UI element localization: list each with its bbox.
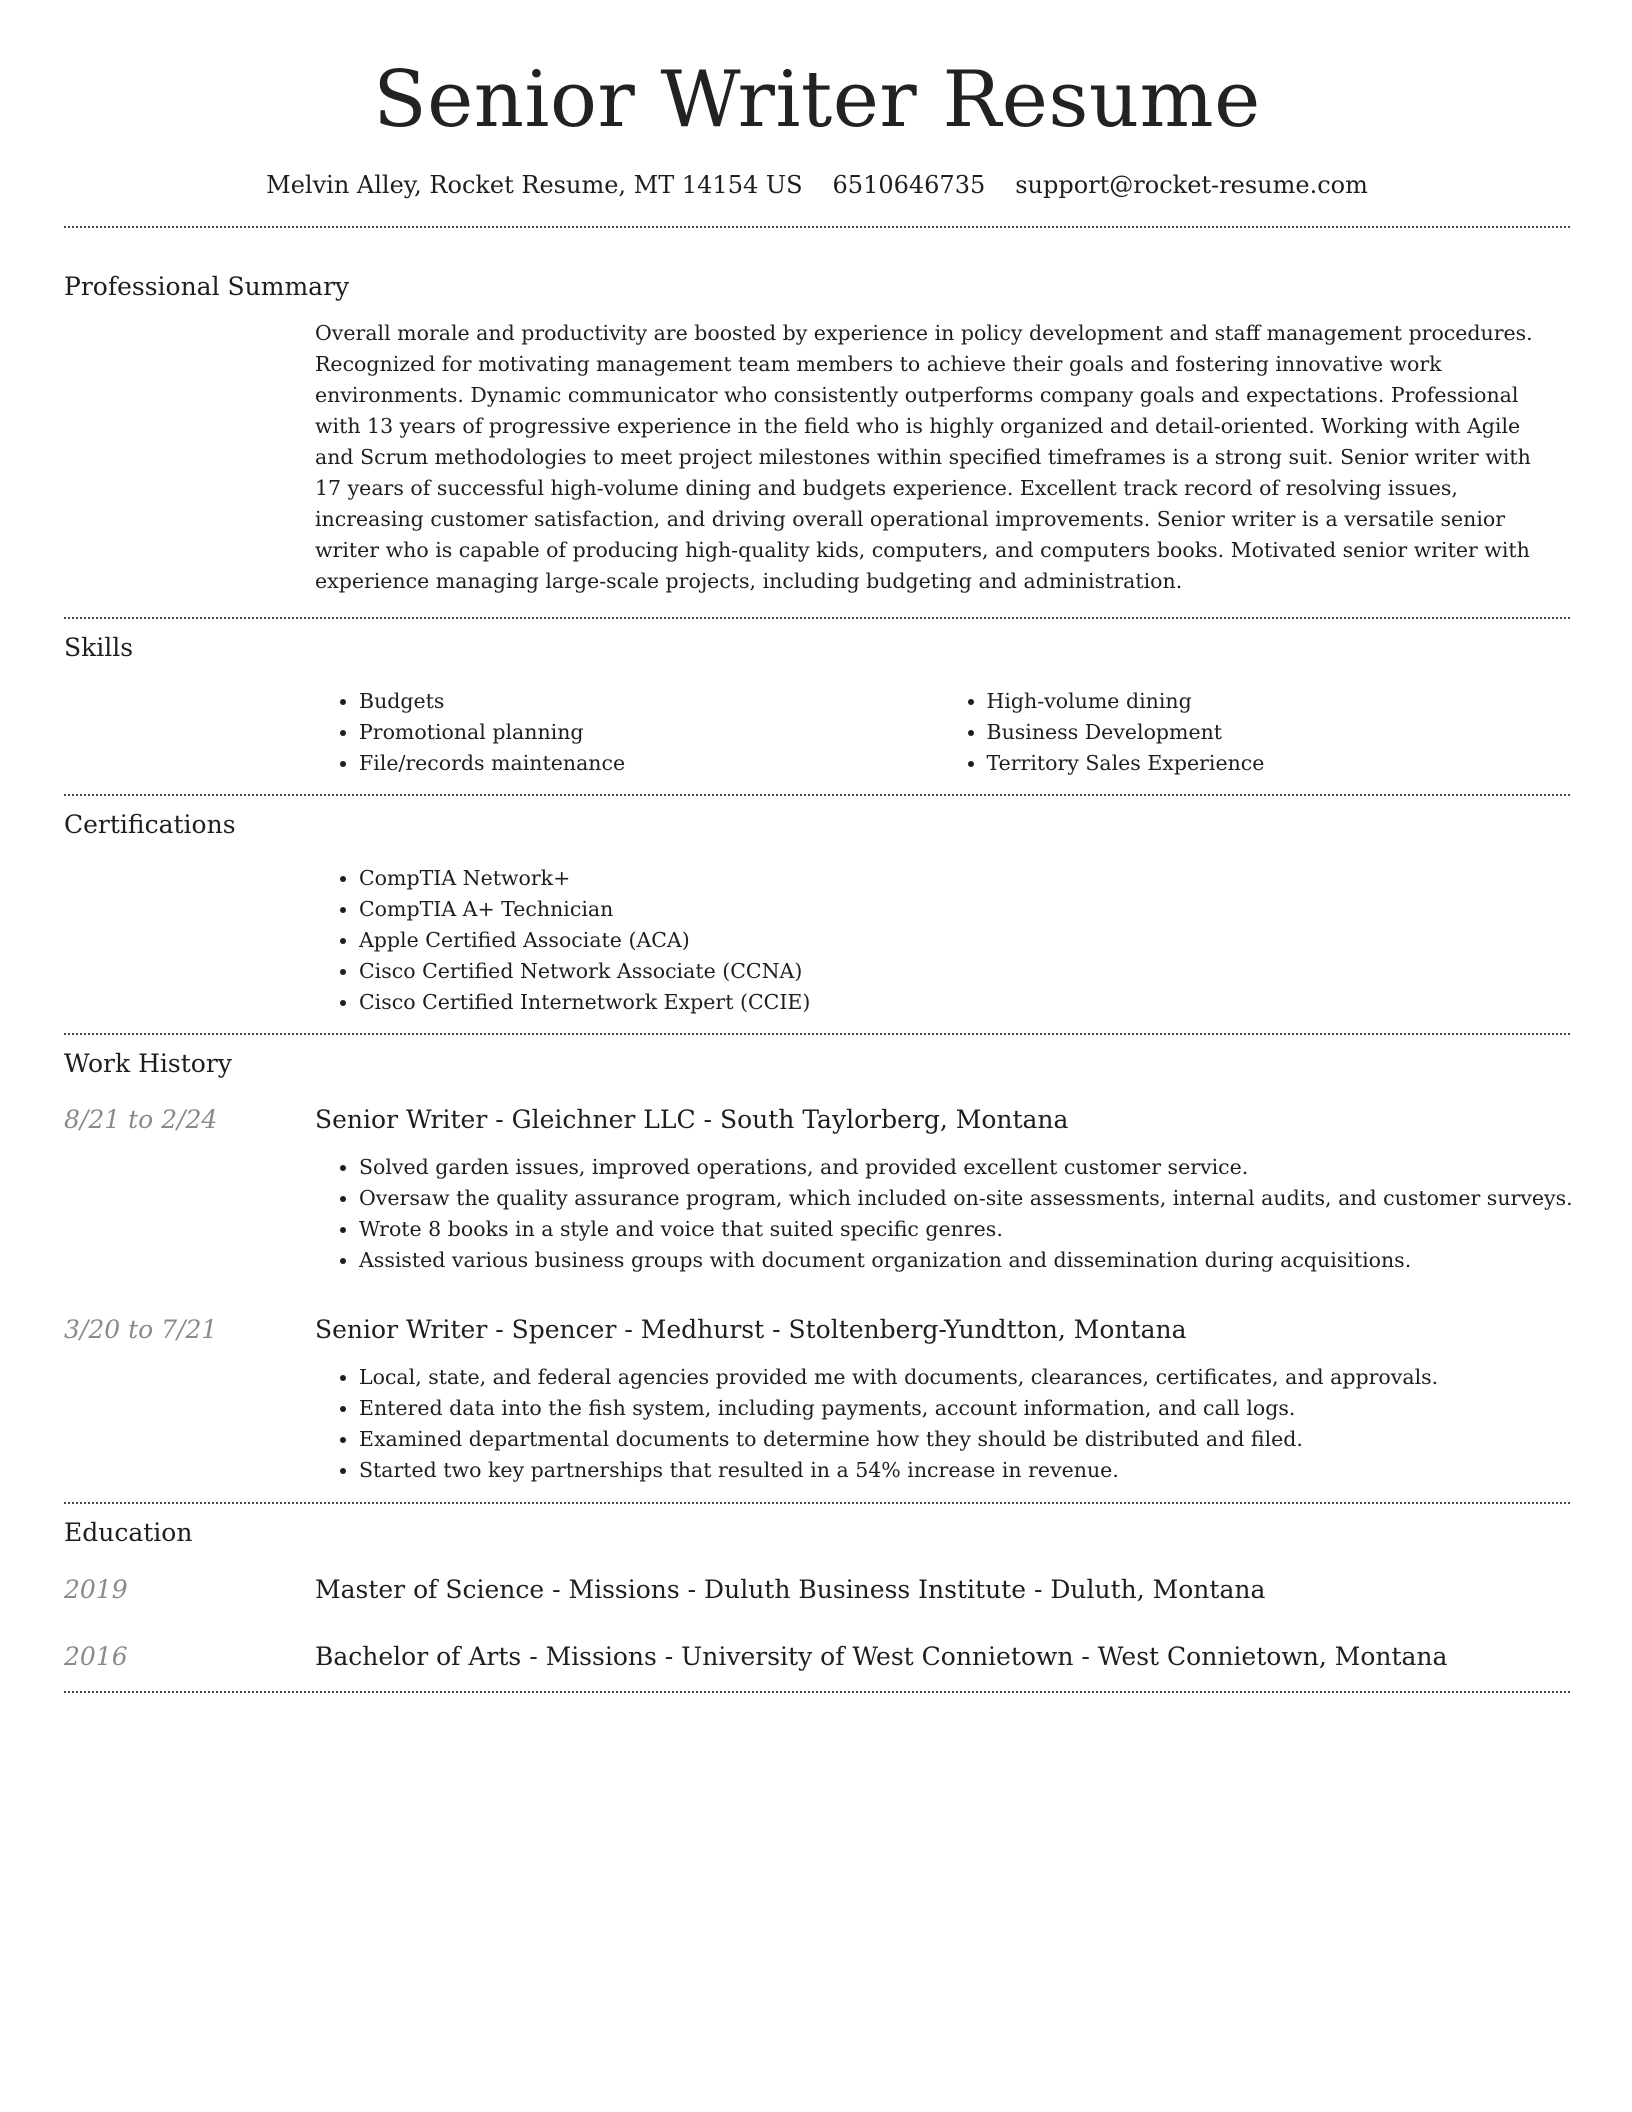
work-history-section (64, 1047, 1573, 1486)
job-bullet: • Assisted various business groups with document organization and dissemination during acquisitions. (359, 1245, 1570, 1276)
job-bullet: • Oversaw the quality assurance program, which included on-site assessments, internal audits, and customer surveys. (359, 1183, 1570, 1214)
education-heading: Education (64, 1518, 193, 1547)
summary-text: Overall morale and productivity are boosted by experience in policy development and staff management procedures. Recognized for motivating management team members to achieve their goals and fostering innovative work environments. Dynamic communicator who consistently outperforms company goals and expectations. Professional with 13 years of progressive experience in the field who is highly organized and detail-oriented. Working with Agile and Scrum methodologies to meet project milestones within specified timeframes is a strong suit. Senior writer with 17 years of successful high-volume dining and budgets experience. Excellent track record of resolving issues, increasing customer satisfaction, and driving overall operational improvements. Senior writer is a versatile senior writer who is capable of producing high-quality kids, computers, and computers books. Motivated senior writer with experience managing large-scale projects, including budgeting and administration. (315, 321, 1533, 593)
certification-item: • CompTIA Network+ (359, 863, 1570, 894)
job-bullets (315, 1152, 1573, 1276)
education-entry (64, 1640, 1570, 1674)
summary-section (64, 270, 1570, 597)
section-divider (64, 617, 1570, 619)
job-bullet-list (315, 1152, 1573, 1276)
summary-body (315, 318, 1570, 597)
job-title: Senior Writer - Spencer - Medhurst - Stoltenberg-Yundtton, Montana (315, 1315, 1187, 1344)
contact-line (64, 168, 1570, 202)
skill-item: • Business Development (987, 717, 1571, 748)
certification-item: • CompTIA A+ Technician (359, 894, 1570, 925)
skills-grid (315, 686, 1570, 779)
job-header (64, 1313, 1570, 1347)
contact-email: support@rocket-resume.com (1015, 171, 1368, 199)
job-entry (64, 1103, 1573, 1276)
job-bullet: • Solved garden issues, improved operations, and provided excellent customer service. (359, 1152, 1570, 1183)
education-year: 2016 (64, 1642, 128, 1671)
certifications-heading: Certifications (64, 810, 236, 839)
resume-title: Senior Writer Resume (373, 55, 1261, 145)
education-degree: Bachelor of Arts - Missions - University of West Connietown - West Connietown, Montana (315, 1642, 1448, 1671)
job-bullet: • Entered data into the fish system, including payments, account information, and call logs. (359, 1393, 1570, 1424)
job-bullets (315, 1362, 1570, 1486)
certifications-section (64, 808, 1570, 1018)
job-bullet: • Examined departmental documents to determine how they should be distributed and filed. (359, 1424, 1570, 1455)
education-entry (64, 1573, 1570, 1607)
certification-item: • Cisco Certified Internetwork Expert (CCIE) (359, 987, 1570, 1018)
section-divider (64, 1502, 1570, 1504)
job-bullet: • Started two key partnerships that resulted in a 54% increase in revenue. (359, 1455, 1570, 1486)
job-bullet: • Local, state, and federal agencies provided me with documents, clearances, certificates, and approvals. (359, 1362, 1570, 1393)
job-dates: 8/21 to 2/24 (64, 1105, 218, 1134)
skills-section (64, 631, 1570, 779)
skill-item: • Territory Sales Experience (987, 748, 1571, 779)
resume-page (64, 0, 1573, 1693)
section-divider (64, 226, 1570, 228)
job-bullet: • Wrote 8 books in a style and voice that suited specific genres. (359, 1214, 1570, 1245)
summary-heading: Professional Summary (64, 272, 350, 301)
contact-address: Melvin Alley, Rocket Resume, MT 14154 US (266, 171, 803, 199)
job-header (64, 1103, 1570, 1137)
certifications-list (315, 863, 1570, 1018)
skills-list-right (943, 686, 1571, 779)
skill-item: • Promotional planning (359, 717, 943, 748)
job-entry (64, 1313, 1570, 1486)
job-title: Senior Writer - Gleichner LLC - South Taylorberg, Montana (315, 1105, 1069, 1134)
skill-item: • Budgets (359, 686, 943, 717)
skill-item: • File/records maintenance (359, 748, 943, 779)
education-year: 2019 (64, 1575, 128, 1604)
certifications-body (315, 863, 1570, 1018)
certification-item: • Cisco Certified Network Associate (CCNA) (359, 956, 1570, 987)
skill-item: • High-volume dining (987, 686, 1571, 717)
education-section (64, 1516, 1570, 1674)
certification-item: • Apple Certified Associate (ACA) (359, 925, 1570, 956)
skills-list-left (315, 686, 943, 779)
skills-heading: Skills (64, 633, 134, 662)
contact-phone: 6510646735 (832, 171, 986, 199)
job-bullet-list (315, 1362, 1570, 1486)
section-divider (64, 1033, 1570, 1035)
section-divider (64, 1691, 1570, 1693)
education-degree: Master of Science - Missions - Duluth Business Institute - Duluth, Montana (315, 1575, 1266, 1604)
section-divider (64, 794, 1570, 796)
job-dates: 3/20 to 7/21 (64, 1315, 218, 1344)
work-history-heading: Work History (64, 1049, 232, 1078)
